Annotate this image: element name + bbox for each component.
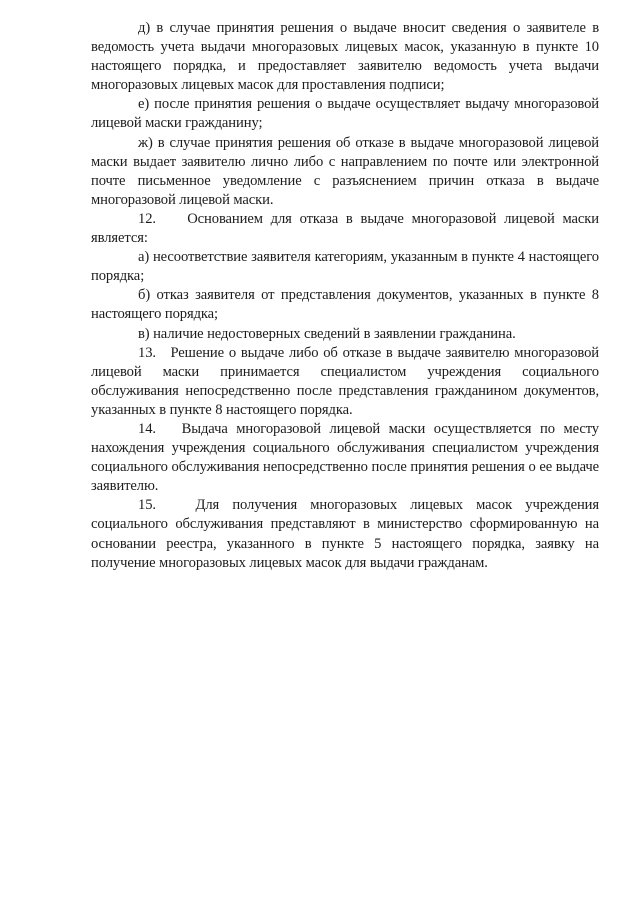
paragraph-12-item-v: в) наличие недостоверных сведений в заявлении гражданина.	[138, 325, 516, 342]
paragraph-item-d: д) в случае принятия решения о выдаче вносит сведения о заявителе в ведомость учета выдачи многоразовых лицевых масок, указанную в пункте 10 настоящего порядка, и предоставляет заявителю ведомость учета выдачи многоразовых лицевых масок для проставления подписи;	[91, 20, 599, 94]
document-body	[91, 19, 599, 573]
paragraph-item-zh: ж) в случае принятия решения об отказе в выдаче многоразовой лицевой маски выдает заявителю лично либо с направлением по почте или электронной почте письменное уведомление с разъяснением причин отказа в выдаче многоразовой лицевой маски.	[91, 134, 599, 208]
paragraph-12: 12. Основанием для отказа в выдаче многоразовой лицевой маски является:	[91, 210, 599, 247]
paragraph-14: 14. Выдача многоразовой лицевой маски осуществляется по месту нахождения учреждения социального обслуживания специалистом учреждения социального обслуживания непосредственно после принятия решения о ее выдаче заявителю.	[91, 420, 599, 495]
paragraph-13: 13. Решение о выдаче либо об отказе в выдаче заявителю многоразовой лицевой маски принимается специалистом учреждения социального обслуживания непосредственно после представления гражданином документов, указанных в пункте 8 настоящего порядка.	[91, 344, 599, 418]
paragraph-item-e: е) после принятия решения о выдаче осуществляет выдачу многоразовой лицевой маски гражданину;	[91, 96, 599, 132]
paragraph-12-item-a: а) несоответствие заявителя категориям, указанным в пункте 4 настоящего порядка;	[91, 249, 599, 285]
paragraph-12-item-b: б) отказ заявителя от представления документов, указанных в пункте 8 настоящего порядка;	[91, 287, 599, 323]
paragraph-15: 15. Для получения многоразовых лицевых масок учреждения социального обслуживания представляют в министерство сформированную на основании реестра, указанного в пункте 5 настоящего порядка, заявку на получение многоразовых лицевых масок для выдачи гражданам.	[91, 497, 599, 571]
